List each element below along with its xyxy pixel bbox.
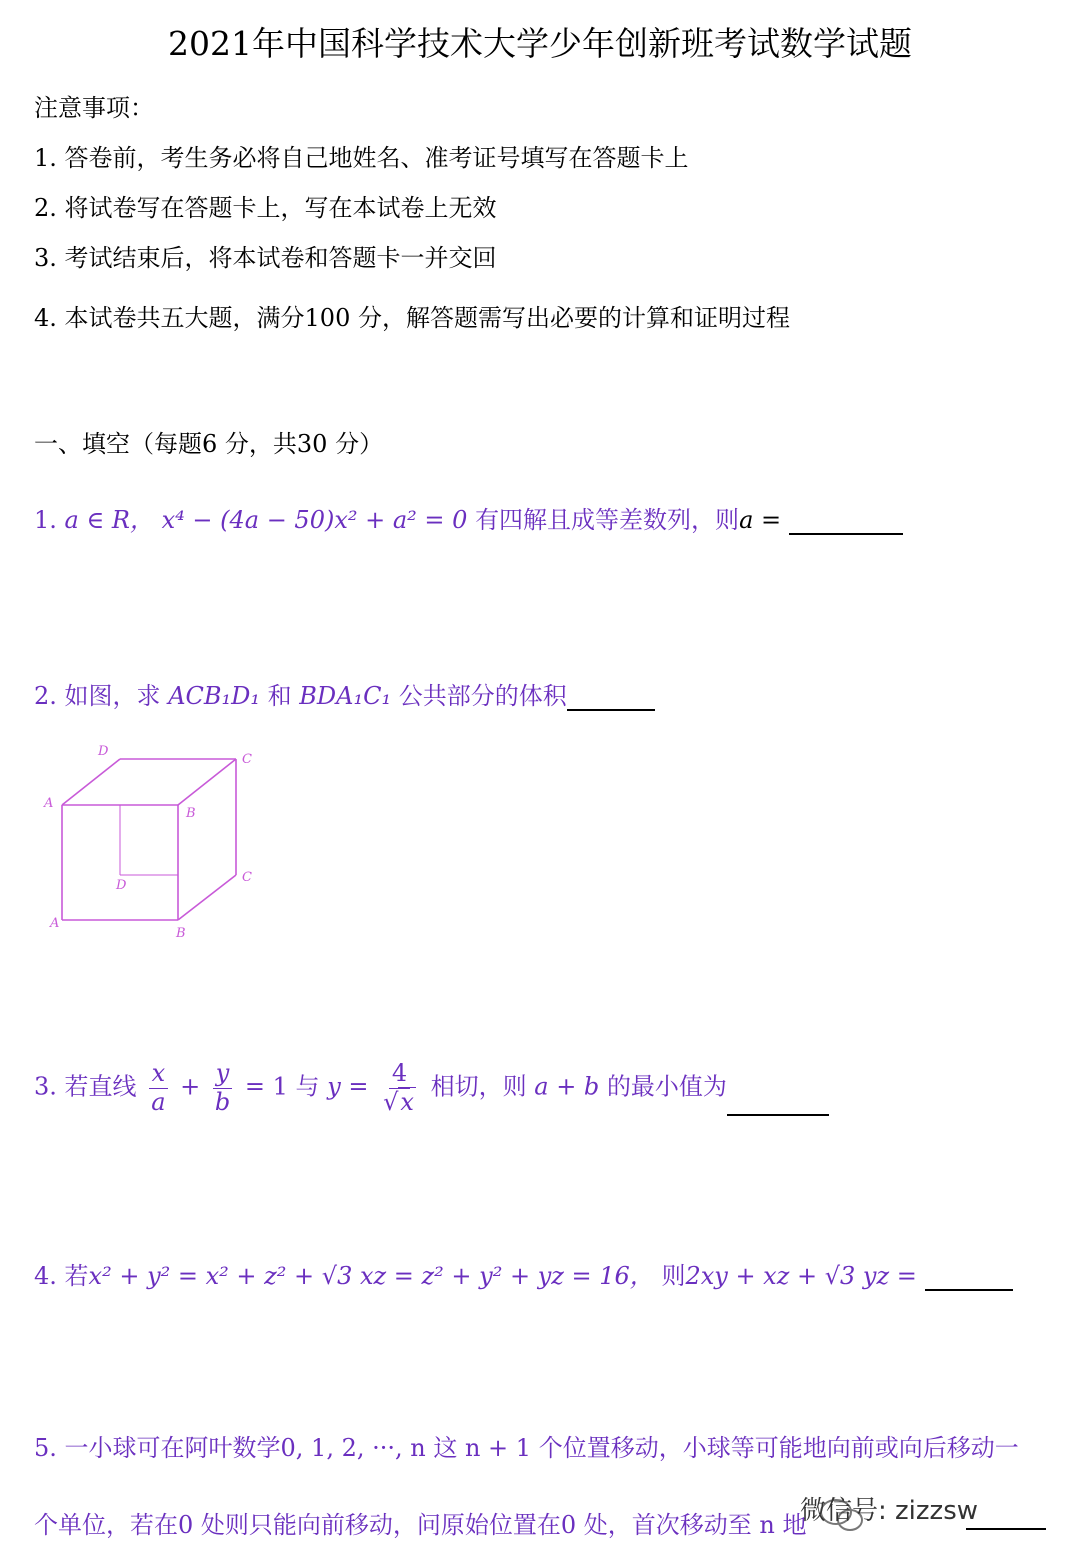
numerator: 4 bbox=[389, 1060, 410, 1089]
label-B1: B bbox=[186, 806, 196, 821]
denominator: a bbox=[151, 1087, 166, 1116]
question-3 bbox=[34, 1060, 829, 1116]
page-title: 2021年中国科学技术大学少年创新班考试数学试题 bbox=[168, 24, 912, 63]
notice-item: 1. 答卷前，考生务必将自己地姓名、准考证号填写在答题卡上 bbox=[34, 144, 689, 172]
q2-number: 2. bbox=[34, 682, 57, 710]
q3-text1: 若直线 bbox=[64, 1072, 137, 1101]
q2-text3: 公共部分的体积 bbox=[398, 682, 567, 710]
q2-text2: 和 bbox=[267, 682, 292, 710]
question-2 bbox=[34, 676, 655, 711]
answer-blank[interactable] bbox=[789, 507, 903, 535]
q4-text1: 若 bbox=[64, 1262, 89, 1290]
label-B: B bbox=[176, 926, 186, 941]
q3-number: 3. bbox=[34, 1072, 57, 1101]
denominator: b bbox=[214, 1087, 231, 1116]
label-D1: D bbox=[98, 744, 109, 759]
fraction-x-over-a bbox=[148, 1060, 168, 1116]
label-D: D bbox=[116, 878, 127, 893]
q2-solid1: ACB₁D₁ bbox=[168, 682, 261, 710]
q3-y: y = bbox=[327, 1072, 369, 1101]
notice-item: 2. 将试卷写在答题卡上，写在本试卷上无效 bbox=[34, 194, 497, 222]
cube-edge bbox=[178, 759, 236, 805]
q1-number: 1. bbox=[34, 506, 57, 534]
q4-equation: x² + y² = x² + z² + √3 xz = z² + y² + yz = 16， bbox=[88, 1262, 654, 1290]
q1-tail: a = bbox=[739, 506, 782, 534]
label-A: A bbox=[50, 916, 60, 931]
q2-solid2: BDA₁C₁ bbox=[299, 682, 392, 710]
question-4 bbox=[34, 1256, 1013, 1291]
q1-text: 有四解且成等差数列，则 bbox=[475, 506, 740, 534]
answer-blank[interactable] bbox=[567, 683, 655, 711]
numerator: x bbox=[149, 1060, 169, 1089]
notice-heading: 注意事项： bbox=[34, 94, 154, 122]
section-heading: 一、填空（每题6 分，共30 分） bbox=[34, 430, 384, 458]
answer-blank[interactable] bbox=[727, 1088, 829, 1116]
q4-number: 4. bbox=[34, 1262, 57, 1290]
answer-blank[interactable] bbox=[925, 1263, 1013, 1291]
radicand: x bbox=[400, 1087, 414, 1116]
q3-text3: 的最小值为 bbox=[606, 1072, 727, 1101]
denominator bbox=[380, 1089, 419, 1117]
q4-text2: 则 bbox=[661, 1262, 686, 1290]
label-A1: A bbox=[44, 796, 54, 811]
notice-item: 3. 考试结束后，将本试卷和答题卡一并交回 bbox=[34, 244, 497, 272]
label-C: C bbox=[242, 870, 252, 885]
cube-edge bbox=[62, 759, 120, 805]
question-1 bbox=[34, 500, 903, 535]
plus-sign: + bbox=[180, 1072, 201, 1101]
q3-eq1: = 1 与 bbox=[244, 1072, 320, 1101]
cube-figure bbox=[40, 735, 280, 945]
q3-text2: 相切，则 bbox=[430, 1072, 527, 1101]
q1-part1: a ∈ R， bbox=[64, 506, 154, 534]
question-5-line1: 5. 一小球可在阿叶数学0, 1, 2, ···, n 这 n + 1 个位置移动，小球等可能地向前或向后移动一 bbox=[34, 1434, 1019, 1462]
answer-blank[interactable] bbox=[966, 1528, 1046, 1530]
notice-item: 4. 本试卷共五大题，满分100 分，解答题需写出必要的计算和证明过程 bbox=[34, 304, 790, 332]
q1-equation: x⁴ − (4a − 50)x² + a² = 0 bbox=[161, 506, 468, 534]
watermark-text: 微信号: zizzsw bbox=[800, 1496, 979, 1526]
question-5-line2: 个单位，若在0 处则只能向前移动，问原始位置在0 处，首次移动至 n 地 bbox=[34, 1511, 807, 1539]
q3-expr: a + b bbox=[534, 1072, 600, 1101]
numerator: y bbox=[213, 1060, 233, 1089]
sqrt-sign: √ bbox=[383, 1087, 399, 1116]
fraction-4-over-sqrt-x bbox=[380, 1060, 419, 1116]
cube-edge bbox=[178, 875, 236, 920]
q2-text1: 如图，求 bbox=[64, 682, 161, 710]
fraction-y-over-b bbox=[212, 1060, 233, 1116]
label-C1: C bbox=[242, 752, 252, 767]
q4-expr: 2xy + xz + √3 yz = bbox=[685, 1262, 917, 1290]
